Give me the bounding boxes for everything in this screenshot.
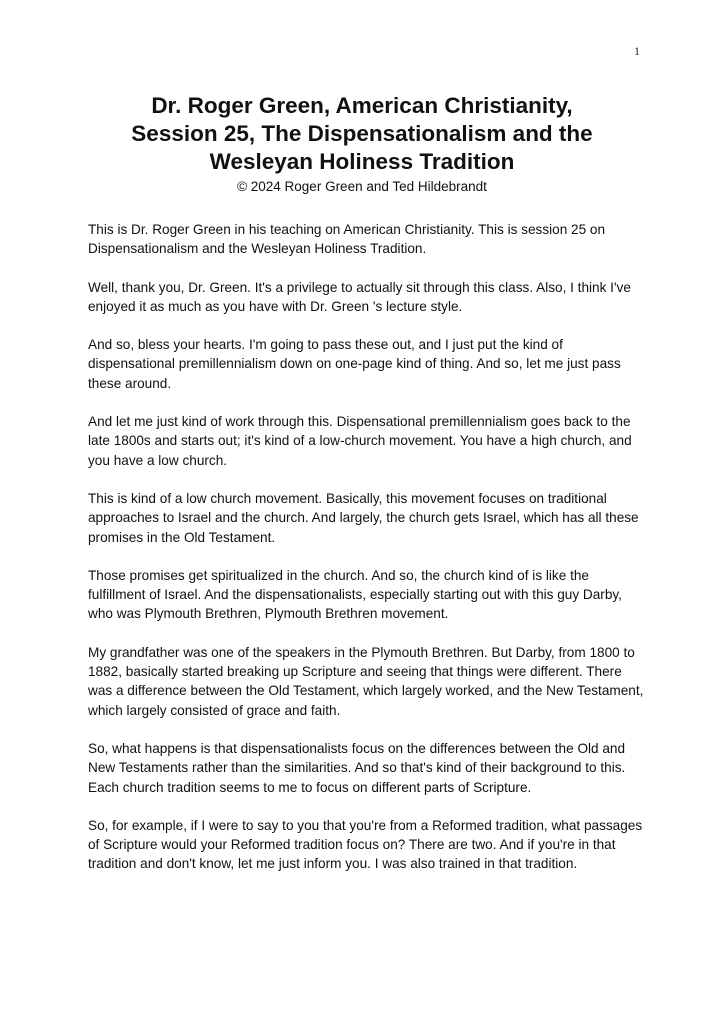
title-line: Session 25, The Dispensationalism and the bbox=[131, 121, 593, 146]
document-header bbox=[60, 92, 664, 196]
document-title bbox=[60, 92, 664, 176]
paragraph: And let me just kind of work through this. Dispensational premillennialism goes back to the late 1800s and starts out; it's kind of a low-church movement. You have a high church, and you have a low church. bbox=[88, 414, 632, 468]
copyright-line: © 2024 Roger Green and Ted Hildebrandt bbox=[237, 179, 487, 194]
paragraph: Those promises get spiritualized in the church. And so, the church kind of is like the fulfillment of Israel. And the dispensationalists, especially starting out with this guy Darby, who was Plymouth Brethren, Plymouth Brethren movement. bbox=[88, 567, 622, 622]
paragraph: Well, thank you, Dr. Green. It's a privilege to actually sit through this class. Also, I think I've enjoyed it as much as you have with Dr. Green 's lecture style. bbox=[88, 279, 631, 314]
page-number: 1 bbox=[634, 44, 640, 58]
document-body bbox=[88, 220, 648, 893]
paragraph: So, what happens is that dispensationalists focus on the differences between the Old and New Testaments rather than the similarities. And so that's kind of their background to this. Each church tradition seems to me to focus on different parts of Scripture. bbox=[88, 740, 626, 795]
paragraph: My grandfather was one of the speakers in the Plymouth Brethren. But Darby, from 1800 to 1882, basically started breaking up Scripture and seeing that things were different. There was a difference between the Old Testament, which largely worked, and the New Testament, which largely consisted of grace and faith. bbox=[88, 644, 644, 718]
paragraph: This is kind of a low church movement. Basically, this movement focuses on traditional approaches to Israel and the church. And largely, the church gets Israel, which has all these promises in the Old Testament. bbox=[88, 490, 639, 545]
paragraph: This is Dr. Roger Green in his teaching on American Christianity. This is session 25 on Dispensationalism and the Wesleyan Holiness Tradition. bbox=[88, 222, 606, 257]
title-line: Dr. Roger Green, American Christianity, bbox=[151, 93, 573, 118]
paragraph: And so, bless your hearts. I'm going to pass these out, and I just put the kind of dispensational premillennialism down on one-page kind of thing. And so, let me just pass these around. bbox=[88, 337, 621, 391]
paragraph: So, for example, if I were to say to you that you're from a Reformed tradition, what passages of Scripture would your Reformed tradition focus on? There are two. And if you're in that tradition and don't know, let me just inform you. I was also trained in that tradition. bbox=[88, 817, 643, 872]
title-line: Wesleyan Holiness Tradition bbox=[209, 149, 515, 174]
